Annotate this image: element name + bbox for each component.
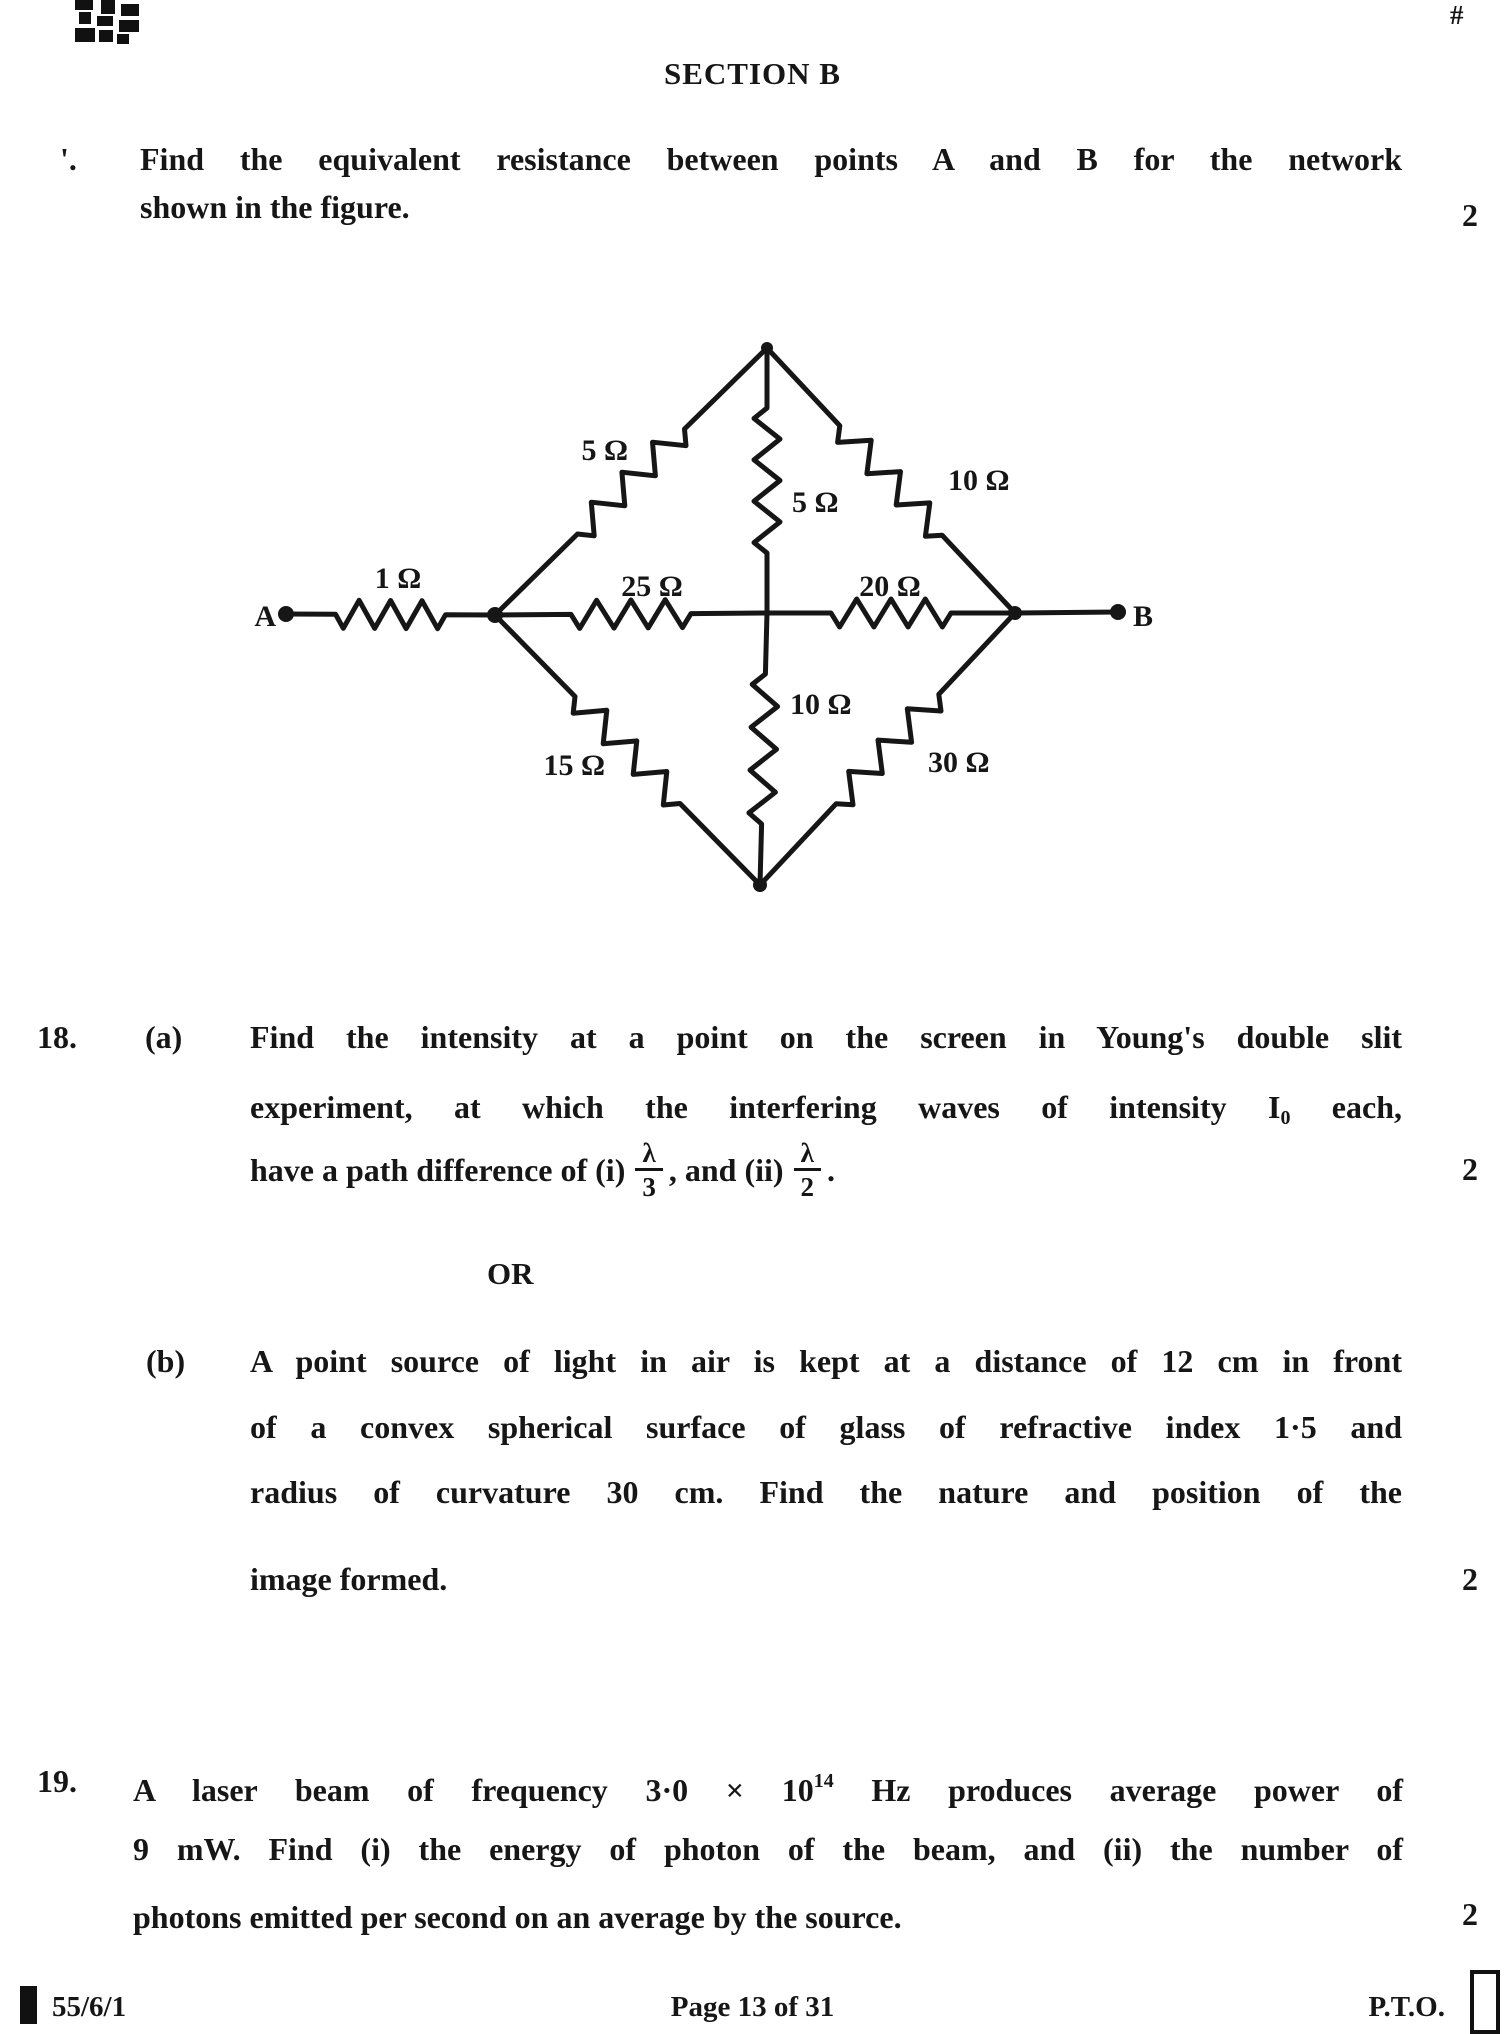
page-indicator: Page 13 of 31: [670, 1991, 835, 2023]
q18-a-line3: [250, 1128, 835, 1212]
resistor-15ohm-label: 15 Ω: [543, 749, 605, 782]
resistor-zigzag: [754, 348, 780, 613]
q19-line1: [133, 1762, 1403, 1809]
resistor-30ohm-label: 30 Ω: [928, 746, 990, 779]
q17-marks: 2: [1462, 197, 1478, 233]
resistor-zigzag: [767, 599, 1015, 627]
fraction-lambda-over-2: [794, 1139, 822, 1202]
resistor-10ohm-topright-label: 10 Ω: [948, 464, 1010, 497]
q18-number: 18.: [37, 1019, 77, 1055]
resistor-1ohm-label: 1 Ω: [374, 562, 422, 595]
resistor-10ohm-bottommid-label: 10 Ω: [790, 688, 852, 721]
intensity-subscript: 0: [1280, 1107, 1291, 1129]
hash-mark: #: [1450, 0, 1464, 30]
fraction-denominator: 3: [635, 1168, 663, 1201]
q18-b-line2: of a convex spherical surface of glass of refractive index 1·5 and: [250, 1409, 1402, 1445]
fraction-numerator: λ: [800, 1137, 814, 1168]
resistor-25ohm-label: 25 Ω: [621, 570, 683, 603]
q19-line1-end: Hz produces average power of: [833, 1772, 1404, 1808]
q18-a-line3-mid: , and (ii): [668, 1151, 784, 1188]
frequency-exponent: 14: [813, 1770, 834, 1792]
resistor-zigzag: [495, 615, 760, 885]
fraction-lambda-over-3: [635, 1139, 663, 1202]
page-title: SECTION B: [664, 56, 841, 91]
q18-a-marks: 2: [1462, 1151, 1478, 1187]
q18-b-line1: A point source of light in air is kept at a distance of 12 cm in front: [250, 1343, 1402, 1379]
q18-a-line3-end: .: [827, 1151, 836, 1188]
node-dot: [487, 607, 503, 623]
q18-a-line1: Find the intensity at a point on the screen in Young's double slit: [250, 1019, 1402, 1055]
resistor-5ohm-middle-label: 5 Ω: [792, 486, 839, 519]
pto-label: P.T.O.: [1368, 1991, 1445, 2023]
node-dot: [753, 878, 767, 892]
resistor-zigzag: [495, 600, 767, 629]
node-dot: [1008, 606, 1022, 620]
node-dot: [278, 606, 294, 622]
q19-marks: 2: [1462, 1896, 1478, 1932]
q18-a-line3-text: have a path difference of (i): [250, 1151, 626, 1188]
q19-line2: 9 mW. Find (i) the energy of photon of the beam, and (ii) the number of: [133, 1831, 1403, 1867]
q18-b-line3: radius of curvature 30 cm. Find the nature and position of the: [250, 1474, 1402, 1510]
q17-number: '.: [60, 141, 77, 177]
q18-a-line2-text: experiment, at which the interfering waves of intensity I: [250, 1089, 1281, 1125]
fraction-numerator: λ: [642, 1137, 656, 1168]
wire-to-b: [1015, 612, 1118, 613]
node-b-label: B: [1133, 600, 1154, 633]
node-a-label: A: [254, 600, 276, 633]
q19-line1-text: A laser beam of frequency 3·0 × 10: [133, 1772, 814, 1808]
corner-print-mark: [75, 0, 141, 46]
footer-print-rect: [1470, 1970, 1500, 2034]
corner-print-mark-graphic: [75, 0, 141, 46]
q19-number: 19.: [37, 1763, 77, 1799]
resistor-zigzag: [286, 600, 495, 628]
q18-b-marks: 2: [1462, 1561, 1478, 1597]
q17-line2: shown in the figure.: [140, 189, 410, 225]
circuit-figure: [0, 300, 1505, 940]
q18-b-line4: image formed.: [250, 1561, 448, 1597]
node-dot: [761, 342, 773, 354]
resistor-5ohm-topleft-label: 5 Ω: [581, 434, 628, 467]
resistor-zigzag: [749, 613, 778, 885]
fraction-denominator: 2: [794, 1168, 822, 1201]
node-dot: [1110, 604, 1126, 620]
q18-a-line2-end: each,: [1290, 1089, 1403, 1125]
q17-line1: Find the equivalent resistance between points A and B for the network: [140, 141, 1402, 177]
resistor-20ohm-label: 20 Ω: [859, 570, 921, 603]
circuit-diagram: [0, 300, 1505, 940]
paper-code: 55/6/1: [52, 1991, 127, 2023]
or-separator: OR: [487, 1256, 534, 1291]
q18-part-a-label: (a): [145, 1019, 183, 1055]
q19-line3: photons emitted per second on an average by the source.: [133, 1899, 902, 1935]
q18-part-b-label: (b): [146, 1343, 186, 1379]
